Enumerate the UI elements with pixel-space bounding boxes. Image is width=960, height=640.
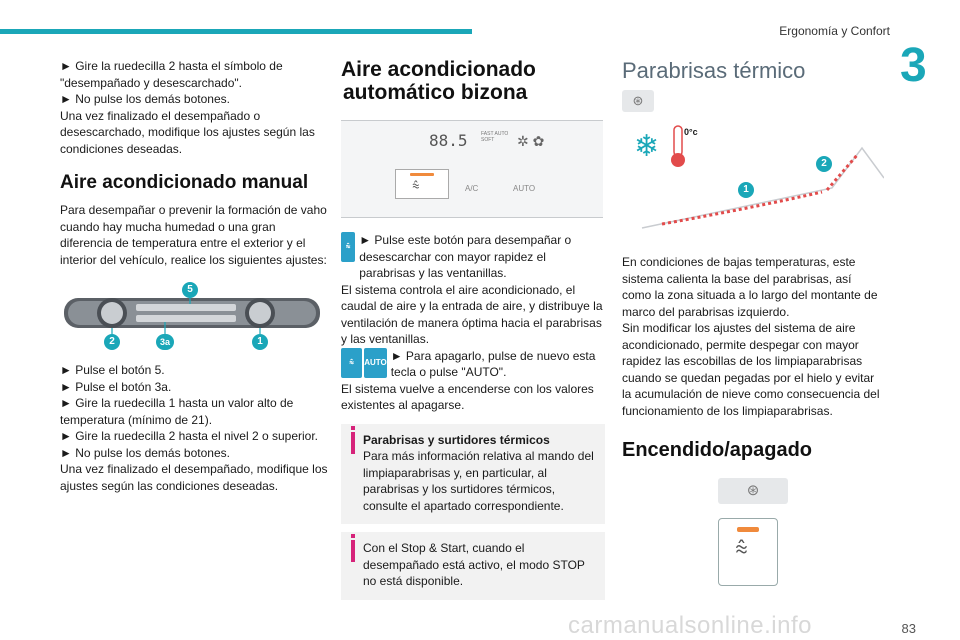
panel-ac-button: A/C [465,184,479,193]
heading-heated-windscreen: Parabrisas térmico [622,58,806,83]
panel-fan-icon: ✲ ✿ [517,133,545,149]
windscreen-diagram-icon [622,118,884,238]
auto-paragraph-1: El sistema controla el aire acondicionado, el caudal de aire y la entrada de aire, y distribuye la ventilación de manera óptima hacia el parabrisas y las ventanillas. [341,282,603,346]
auto-paragraph-2: El sistema vuelve a encenderse con los valores existentes al apagarse. [341,381,594,412]
column-1 [60,58,328,494]
manual-step-1: ► Pulse el botón 5. [60,363,165,377]
callout-5: 5 [182,282,198,298]
temperature-label: 0°c [684,127,698,137]
callout-2: 2 [104,334,120,350]
svg-text:❄: ❄ [634,130,660,163]
heading-auto-ac [341,58,605,104]
section-title: Ergonomía y Confort [779,24,890,38]
note-thermal [341,424,605,525]
intro-text: Una vez finalizado el desempañado o desescarchado, modifique los ajustes según las condiciones deseadas. [60,108,315,156]
intro-step-2: ► No pulse los demás botones. [60,92,230,106]
note-stop-start [341,532,605,600]
callout-3a: 3a [156,334,174,350]
manual-ac-paragraph: Para desempañar o prevenir la formación de vaho cuando hay mucha humedad o una gran diferencia de temperatura entre el exterior y el interior del vehículo, realice los siguientes ajustes: [60,203,327,267]
defrost-button-icon: ⩯ [341,232,355,262]
column-3 [622,58,884,586]
heated-windscreen-icon: ⩯ [735,536,748,561]
auto-panel-illustration [341,120,603,218]
windscreen-illustration [622,118,884,238]
steering-wheel-icon: ⊛ [622,90,654,112]
heated-paragraph-1: En condiciones de bajas temperaturas, este sistema calienta la base del parabrisas, así como la zona situada a lo largo del montante de marco del parabrisas izquierdo. [622,255,878,319]
intro-step-1: ► Gire la ruedecilla 2 hasta el símbolo de "desempañado y desescarchado". [60,59,283,90]
defrost-button-illustration: ⩯ [395,169,449,199]
heated-windscreen-button-illustration [718,518,778,586]
page-number: 83 [901,621,916,636]
info-icon [351,432,355,454]
manual-panel-illustration [60,282,328,352]
manual-outro: Una vez finalizado el desempañado, modifique los ajustes según las condiciones deseadas. [60,462,328,493]
manual-step-5: ► No pulse los demás botones. [60,445,230,460]
heading-on-off: Encendido/apagado [622,439,813,461]
auto-button-icon: AUTO [364,348,387,378]
panel-auto-button: AUTO [513,184,536,193]
callout-2: 2 [816,156,832,172]
auto-step-1-row [341,232,605,282]
auto-step-1: ► Pulse este botón para desempañar o desescarchar con mayor rapidez el parabrisas y las ventanillas. [359,233,572,280]
manual-step-4: ► Gire la ruedecilla 2 hasta el nivel 2 o superior. [60,429,319,443]
heading-manual-ac: Aire acondicionado manual [60,172,309,193]
panel-display: 88.5 [429,131,468,150]
auto-step-2-row [341,348,605,381]
heading-auto-ac-line2: automático bizona [343,81,528,104]
steering-wheel-icon-2: ⊛ [718,478,788,504]
watermark: carmanualsonline.info [568,612,812,639]
manual-step-3: ► Gire la ruedecilla 1 hasta un valor alto de temperatura (mínimo de 21). [60,396,294,427]
auto-step-2: ► Para apagarlo, pulse de nuevo esta tecla o pulse "AUTO". [390,348,596,379]
defrost-button-icon-2: ⩯ [341,348,362,378]
heading-auto-ac-line1: Aire acondicionado [341,58,536,81]
header-bar [0,29,472,34]
callout-1: 1 [738,182,754,198]
button-led [737,527,759,532]
note-thermal-title: Parabrisas y surtidores térmicos [363,432,550,447]
note-stop-start-text: Con el Stop & Start, cuando el desempañado está activo, el modo STOP no está disponible. [363,541,585,588]
panel-modes: FAST AUTO SOFT [481,131,509,143]
info-icon [351,540,355,562]
column-2 [341,58,605,600]
heated-paragraph-2: Sin modificar los ajustes del sistema de aire acondicionado, permite despegar con mayor rapidez las escobillas de los limpiaparabrisas cuando se quedan pegadas por el hielo y evitar la acumulación de nieve como consecuencia del funcionamiento de los limpiaparabrisas. [622,321,880,418]
note-thermal-text: Para más información relativa al mando del limpiaparabrisas y, en particular, al parabrisas y los surtidores térmicos, consulte el apartado correspondiente. [363,449,594,513]
manual-step-2: ► Pulse el botón 3a. [60,379,172,394]
callout-1: 1 [252,334,268,350]
chapter-number: 3 [900,39,927,92]
